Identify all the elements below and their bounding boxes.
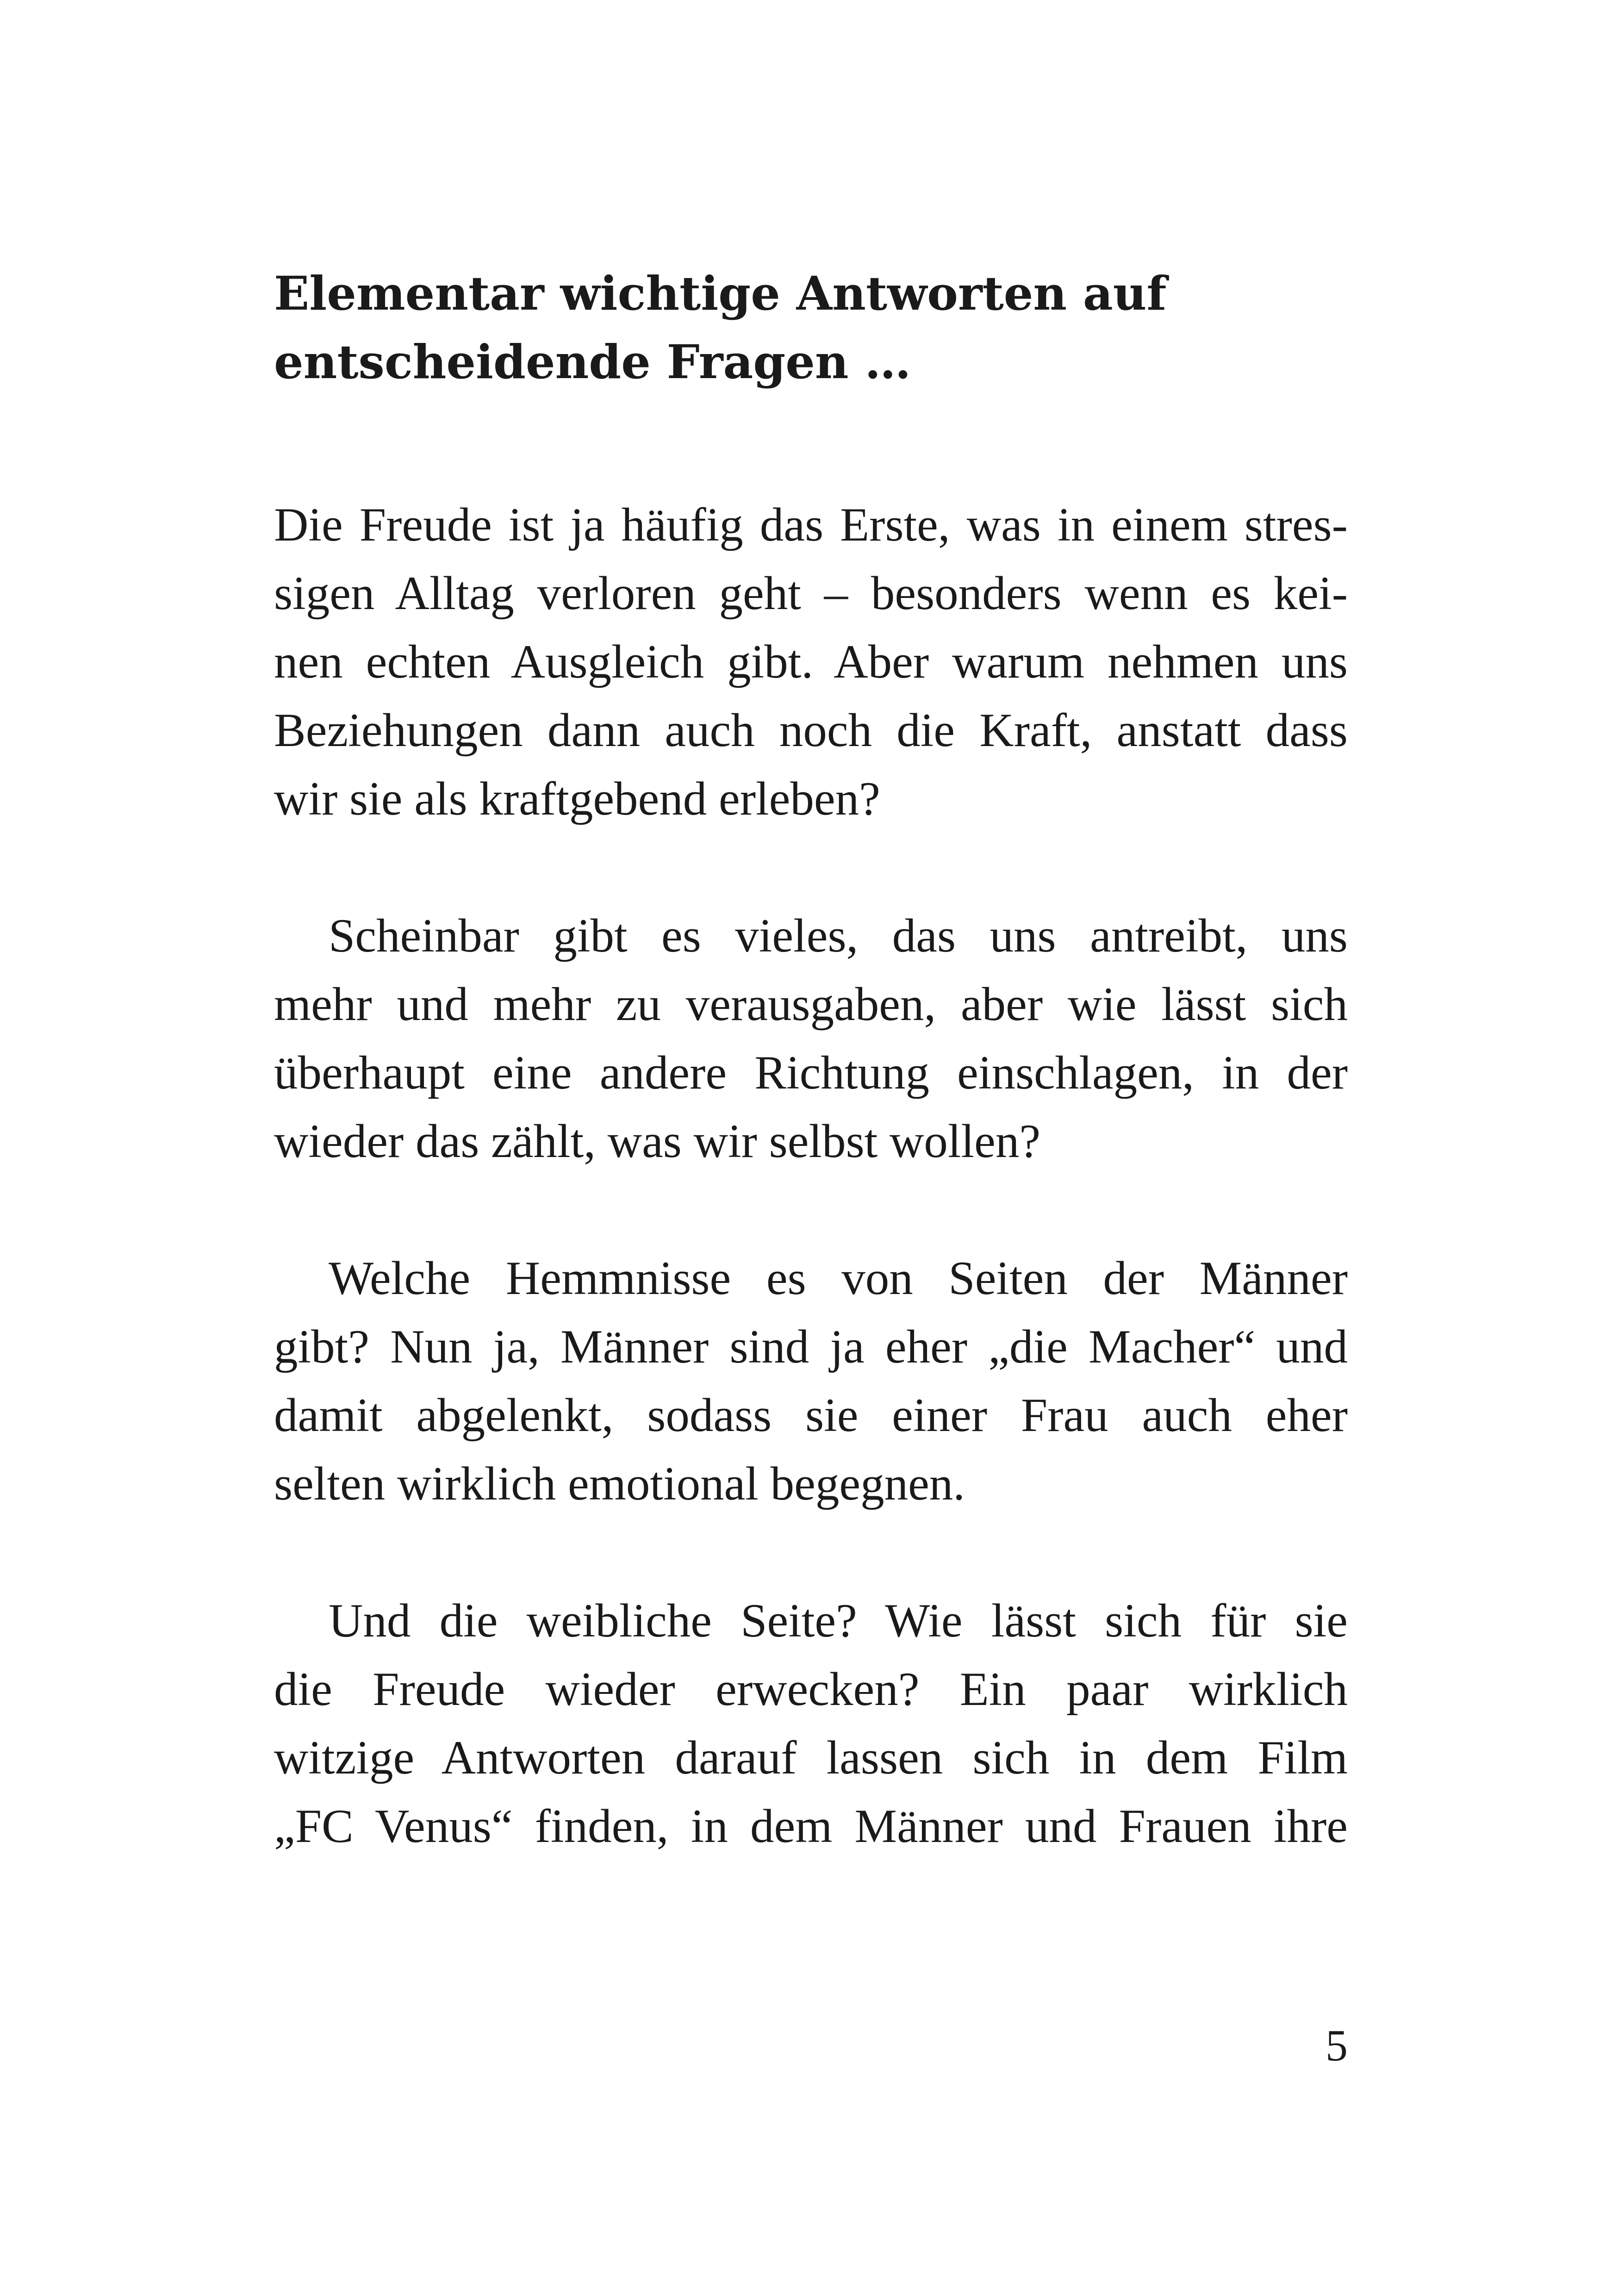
- text-line: sigen Alltag verloren geht – besonders wenn es kei-: [274, 567, 1348, 620]
- text-line: gibt? Nun ja, Männer sind ja eher „die Macher“ und: [274, 1320, 1348, 1373]
- text-line: Beziehungen dann auch noch die Kraft, anstatt dass: [274, 704, 1348, 757]
- text-line: mehr und mehr zu verausgaben, aber wie lässt sich: [274, 978, 1348, 1031]
- body-text: [274, 491, 1348, 1929]
- text-line: witzige Antworten darauf lassen sich in dem Film: [274, 1731, 1348, 1784]
- text-line: die Freude wieder erwecken? Ein paar wirklich: [274, 1663, 1348, 1716]
- paragraph-2: [274, 902, 1348, 1176]
- chapter-heading: [274, 259, 1348, 396]
- heading-line: Elementar wichtige Antworten auf: [274, 266, 1167, 321]
- text-line: nen echten Ausgleich gibt. Aber warum nehmen uns: [274, 635, 1348, 688]
- text-line: wir sie als kraftgebend erleben?: [274, 772, 880, 825]
- text-line: Welche Hemmnisse es von Seiten der Männer: [329, 1252, 1348, 1305]
- page-number: 5: [1326, 2021, 1348, 2070]
- text-line: überhaupt eine andere Richtung einschlagen, in der: [274, 1046, 1348, 1099]
- text-line: selten wirklich emotional begegnen.: [274, 1457, 965, 1510]
- paragraph-1: [274, 491, 1348, 833]
- text-line: Und die weibliche Seite? Wie lässt sich für sie: [329, 1594, 1348, 1647]
- text-line: „FC Venus“ finden, in dem Männer und Frauen ihre: [274, 1800, 1348, 1853]
- heading-line: entscheidende Fragen …: [274, 335, 911, 389]
- text-line: wieder das zählt, was wir selbst wollen?: [274, 1115, 1041, 1168]
- paragraph-4: [274, 1587, 1348, 1860]
- text-line: damit abgelenkt, sodass sie einer Frau auch eher: [274, 1389, 1348, 1442]
- text-line: Scheinbar gibt es vieles, das uns antreibt, uns: [329, 909, 1348, 962]
- paragraph-3: [274, 1244, 1348, 1518]
- text-line: Die Freude ist ja häufig das Erste, was in einem stres-: [274, 498, 1348, 551]
